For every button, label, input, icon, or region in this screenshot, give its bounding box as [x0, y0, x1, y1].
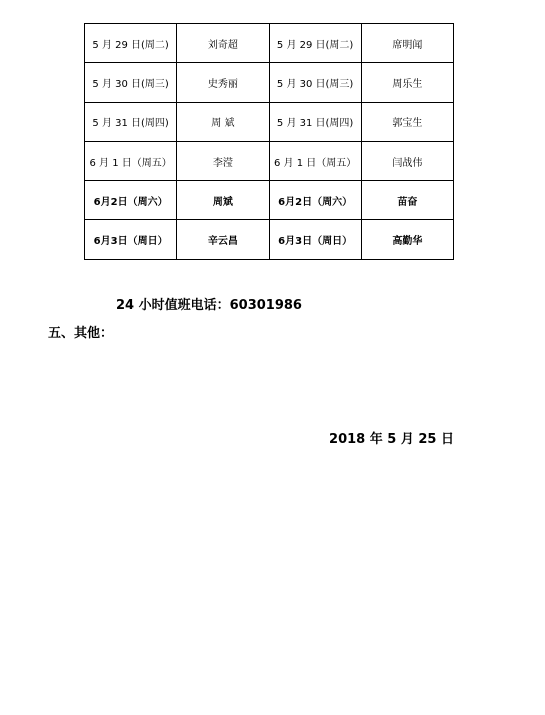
section-heading: 五、其他： [48, 326, 114, 341]
duty-date-cell: 6 月 1 日（周五） [269, 141, 361, 180]
duty-date-cell: 5 月 29 日(周二) [85, 24, 177, 63]
table-row [85, 24, 454, 63]
duty-person-cell: 周 斌 [177, 102, 269, 141]
duty-person-cell: 李滢 [177, 141, 269, 180]
duty-date-cell: 6月2日（周六） [85, 181, 177, 220]
duty-person-cell: 史秀丽 [177, 63, 269, 102]
duty-date-cell: 6月3日（周日） [85, 220, 177, 259]
table-row [85, 220, 454, 259]
table-row [85, 181, 454, 220]
duty-person-cell: 周乐生 [361, 63, 453, 102]
duty-person-cell: 郭宝生 [361, 102, 453, 141]
duty-person-cell: 苗奋 [361, 181, 453, 220]
table-row [85, 63, 454, 102]
duty-person-cell: 闫战伟 [361, 141, 453, 180]
duty-date-cell: 5 月 30 日(周三) [269, 63, 361, 102]
duty-person-cell: 刘奇超 [177, 24, 269, 63]
duty-schedule-table [84, 23, 454, 260]
duty-person-cell: 席明闻 [361, 24, 453, 63]
duty-person-cell: 辛云昌 [177, 220, 269, 259]
table-row [85, 141, 454, 180]
duty-date-cell: 5 月 29 日(周二) [269, 24, 361, 63]
duty-date-cell: 6月2日（周六） [269, 181, 361, 220]
duty-date-cell: 5 月 30 日(周三) [85, 63, 177, 102]
duty-person-cell: 周斌 [177, 181, 269, 220]
table-row [85, 102, 454, 141]
duty-date-cell: 6 月 1 日（周五） [85, 141, 177, 180]
hotline-text: 24 小时值班电话：60301986 [116, 298, 302, 313]
document-date: 2018 年 5 月 25 日 [329, 432, 454, 447]
duty-person-cell: 高勤华 [361, 220, 453, 259]
duty-date-cell: 5 月 31 日(周四) [269, 102, 361, 141]
duty-date-cell: 6月3日（周日） [269, 220, 361, 259]
duty-date-cell: 5 月 31 日(周四) [85, 102, 177, 141]
